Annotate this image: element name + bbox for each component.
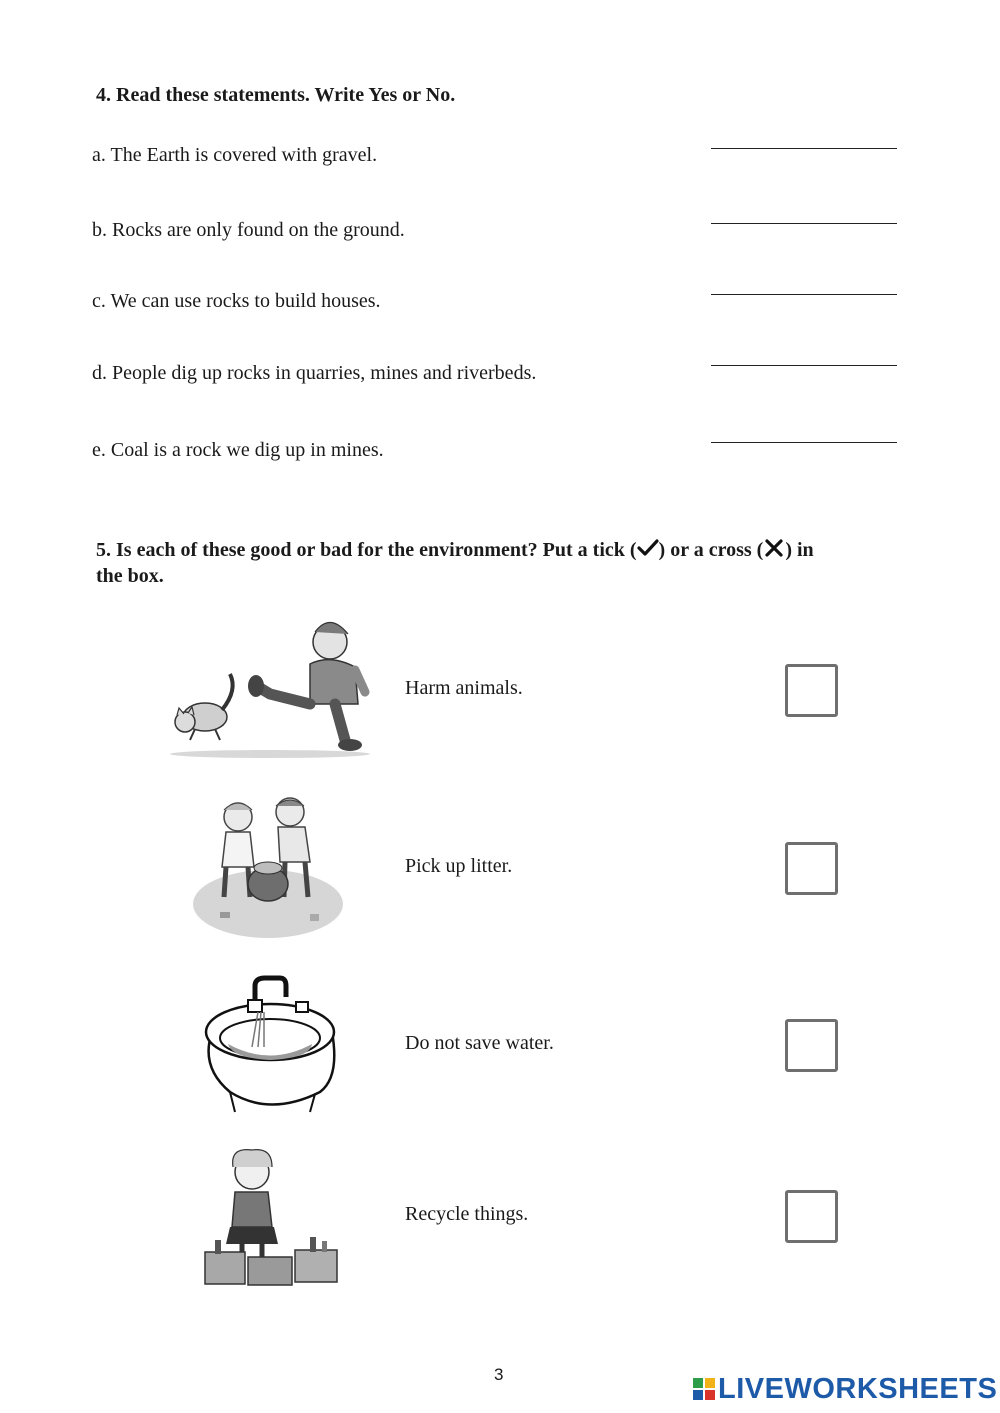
item-label-recycle-things: Recycle things. <box>405 1203 529 1225</box>
answer-box-pick-up-litter[interactable] <box>785 842 838 895</box>
running-tap-sink-illustration <box>160 972 380 1122</box>
statement-b: b. Rocks are only found on the ground. <box>92 219 405 241</box>
children-picking-up-litter-illustration <box>160 792 380 942</box>
answer-line-c[interactable] <box>711 294 897 295</box>
section-5-title-part2: ) or a cross ( <box>658 539 764 561</box>
item-label-pick-up-litter: Pick up litter. <box>405 855 513 877</box>
liveworksheets-logo[interactable] <box>693 1374 997 1404</box>
section-5-title-line2: the box. <box>96 565 164 587</box>
section-5-title-part1: 5. Is each of these good or bad for the environment? Put a tick ( <box>96 539 637 561</box>
page-number: 3 <box>494 1365 504 1384</box>
statement-c: c. We can use rocks to build houses. <box>92 290 381 312</box>
answer-box-do-not-save-water[interactable] <box>785 1019 838 1072</box>
section-5-title <box>96 537 896 563</box>
answer-line-a[interactable] <box>711 148 897 149</box>
statement-d: d. People dig up rocks in quarries, mines and riverbeds. <box>92 362 537 384</box>
section-5-title-part3: ) in <box>785 539 814 561</box>
statement-a: a. The Earth is covered with gravel. <box>92 144 378 166</box>
answer-line-d[interactable] <box>711 365 897 366</box>
section-4-title: 4. Read these statements. Write Yes or No. <box>96 84 456 106</box>
liveworksheets-logo-text: LIVEWORKSHEETS <box>718 1372 998 1405</box>
cross-icon <box>763 538 785 558</box>
answer-box-recycle-things[interactable] <box>785 1190 838 1243</box>
liveworksheets-logo-icon <box>693 1378 715 1400</box>
item-label-do-not-save-water: Do not save water. <box>405 1032 554 1054</box>
tick-icon <box>637 538 659 558</box>
item-label-harm-animals: Harm animals. <box>405 677 523 699</box>
boy-kicking-cat-illustration <box>160 612 380 762</box>
statement-e: e. Coal is a rock we dig up in mines. <box>92 439 384 461</box>
answer-box-harm-animals[interactable] <box>785 664 838 717</box>
answer-line-e[interactable] <box>711 442 897 443</box>
answer-line-b[interactable] <box>711 223 897 224</box>
girl-recycling-illustration <box>160 1142 380 1292</box>
